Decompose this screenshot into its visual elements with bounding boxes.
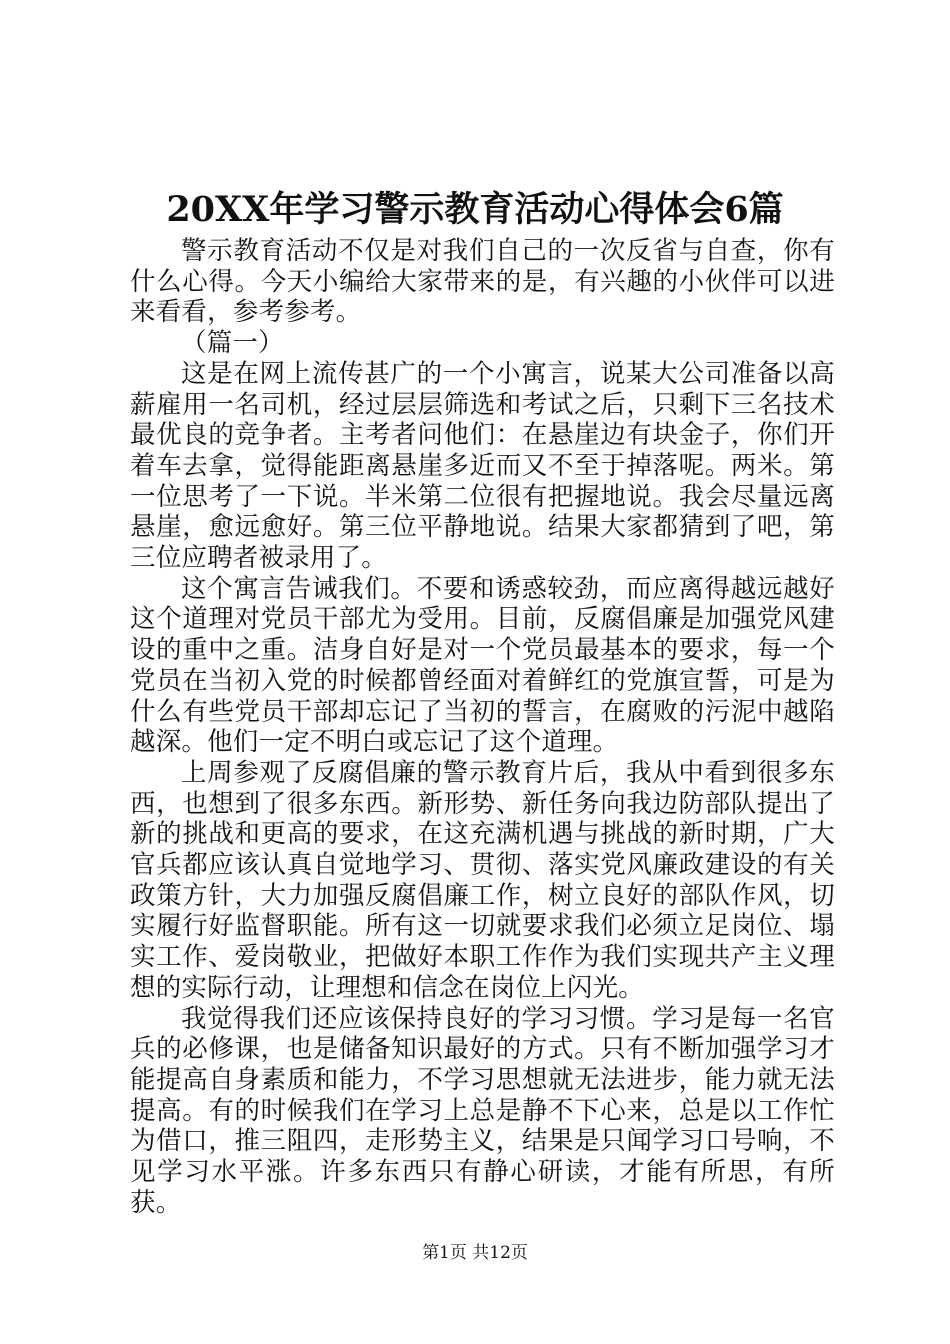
intro-paragraph: 警示教育活动不仅是对我们自己的一次反省与自查，你有什么心得。今天小编给大家带来的是，有兴趣的小伙伴可以进来看看，参考参考。 xyxy=(130,236,835,328)
page-number-footer: 第1页 共12页 xyxy=(422,1243,528,1263)
body-paragraph: 我觉得我们还应该保持良好的学习习惯。学习是每一名官兵的必修课，也是储备知识最好的方式。只有不断加强学习才能提高自身素质和能力，不学习思想就无法进步，能力就无法提高。有的时候我们在学习上总是静不下心来，总是以工作忙为借口，推三阻四，走形势主义，结果是只闻学习口号响，不见学习水平涨。许多东西只有静心研读，才能有所思，有所获。 xyxy=(130,1003,835,1218)
document-title: 20XX年学习警示教育活动心得体会6篇 xyxy=(166,189,784,230)
body-paragraph: 上周参观了反腐倡廉的警示教育片后，我从中看到很多东西，也想到了很多东西。新形势、新任务向我边防部队提出了新的挑战和更高的要求，在这充满机遇与挑战的新时期，广大官兵都应该认真自觉地学习、贯彻、落实党风廉政建设的有关政策方针，大力加强反腐倡廉工作，树立良好的部队作风，切实履行好监督职能。所有这一切就要求我们必须立足岗位、塌实工作、爱岗敬业，把做好本职工作作为我们实现共产主义理想的实际行动，让理想和信念在岗位上闪光。 xyxy=(130,757,835,1003)
section-heading: （篇一） xyxy=(181,328,284,359)
body-paragraph: 这个寓言告诫我们。不要和诱惑较劲，而应离得越远越好这个道理对党员干部尤为受用。目前，反腐倡廉是加强党风建设的重中之重。洁身自好是对一个党员最基本的要求，每一个党员在当初入党的时候都曾经面对着鲜红的党旗宣誓，可是为什么有些党员干部却忘记了当初的誓言，在腐败的污泥中越陷越深。他们一定不明白或忘记了这个道理。 xyxy=(130,573,835,758)
body-paragraph: 这是在网上流传甚广的一个小寓言，说某大公司准备以高薪雇用一名司机，经过层层筛选和考试之后，只剩下三名技术最优良的竞争者。主考者问他们：在悬崖边有块金子，你们开着车去拿，觉得能距离悬崖多近而又不至于掉落呢。两米。第一位思考了一下说。半米第二位很有把握地说。我会尽量远离悬崖，愈远愈好。第三位平静地说。结果大家都猜到了吧，第三位应聘者被录用了。 xyxy=(130,358,835,574)
document-body xyxy=(130,236,835,1219)
